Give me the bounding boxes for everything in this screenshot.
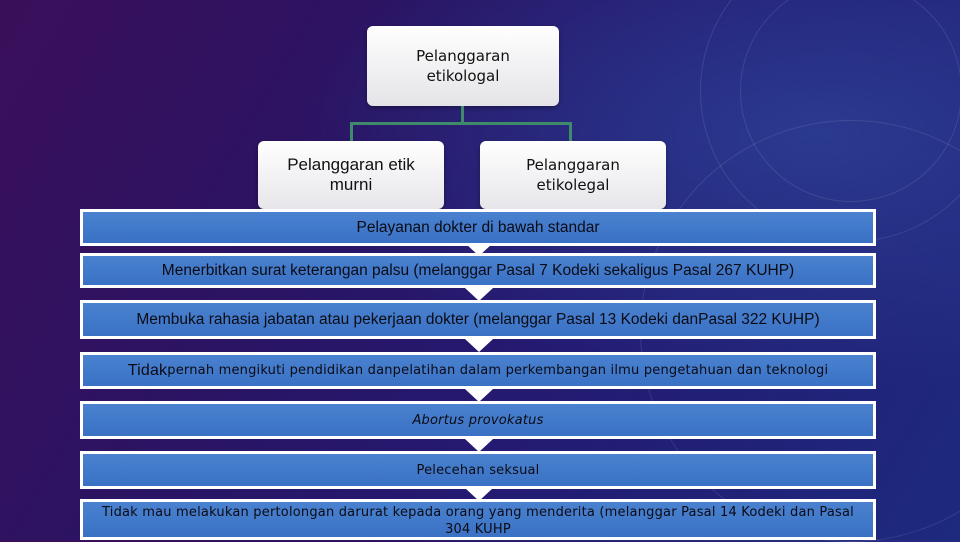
down-arrow-icon <box>465 288 493 301</box>
down-arrow-icon <box>465 339 493 352</box>
child-node-label: Pelanggaran etik murni <box>287 155 415 194</box>
list-item-label: Menerbitkan surat keterangan palsu (melanggar Pasal 7 Kodeki sekaligus Pasal 267 KUHP) <box>83 256 873 285</box>
child-node-etik-murni <box>258 141 444 209</box>
child-node-etikolegal <box>480 141 666 209</box>
list-item-label: Membuka rahasia jabatan atau pekerjaan dokter (melanggar Pasal 13 Kodeki danPasal 322 KUHP) <box>83 303 873 336</box>
connector-right <box>569 122 572 142</box>
list-item-label: Pelayanan dokter di bawah standar <box>83 212 873 243</box>
down-arrow-icon <box>465 243 493 256</box>
connector-left <box>350 122 353 142</box>
list-item-label: Tidak mau melakukan pertolongan darurat kepada orang yang menderita (melanggar Pasal 14 Kodeki dan Pasal 304 KUHP <box>83 502 873 537</box>
list-item <box>80 401 876 439</box>
down-arrow-icon <box>465 488 493 501</box>
top-node <box>367 26 559 106</box>
list-item <box>80 499 876 540</box>
list-item-lead: Tidak <box>127 362 168 379</box>
list-item-rest: pernah mengikuti pendidikan danpelatihan dalam perkembangan ilmu pengetahuan dan teknologi <box>167 363 829 378</box>
child-node-label: Pelanggaran etikolegal <box>526 156 620 194</box>
top-node-label: Pelanggaran etikologal <box>416 47 510 85</box>
list-item <box>80 253 876 288</box>
list-item-label: Pelecehan seksual <box>83 454 873 486</box>
list-item-label: Abortus provokatus <box>83 404 873 436</box>
list-item <box>80 300 876 339</box>
connector-horizontal <box>350 122 572 125</box>
down-arrow-icon <box>465 389 493 402</box>
list-item-label <box>83 355 873 386</box>
list-item <box>80 352 876 389</box>
list-item <box>80 451 876 489</box>
list-item <box>80 209 876 246</box>
down-arrow-icon <box>465 439 493 452</box>
